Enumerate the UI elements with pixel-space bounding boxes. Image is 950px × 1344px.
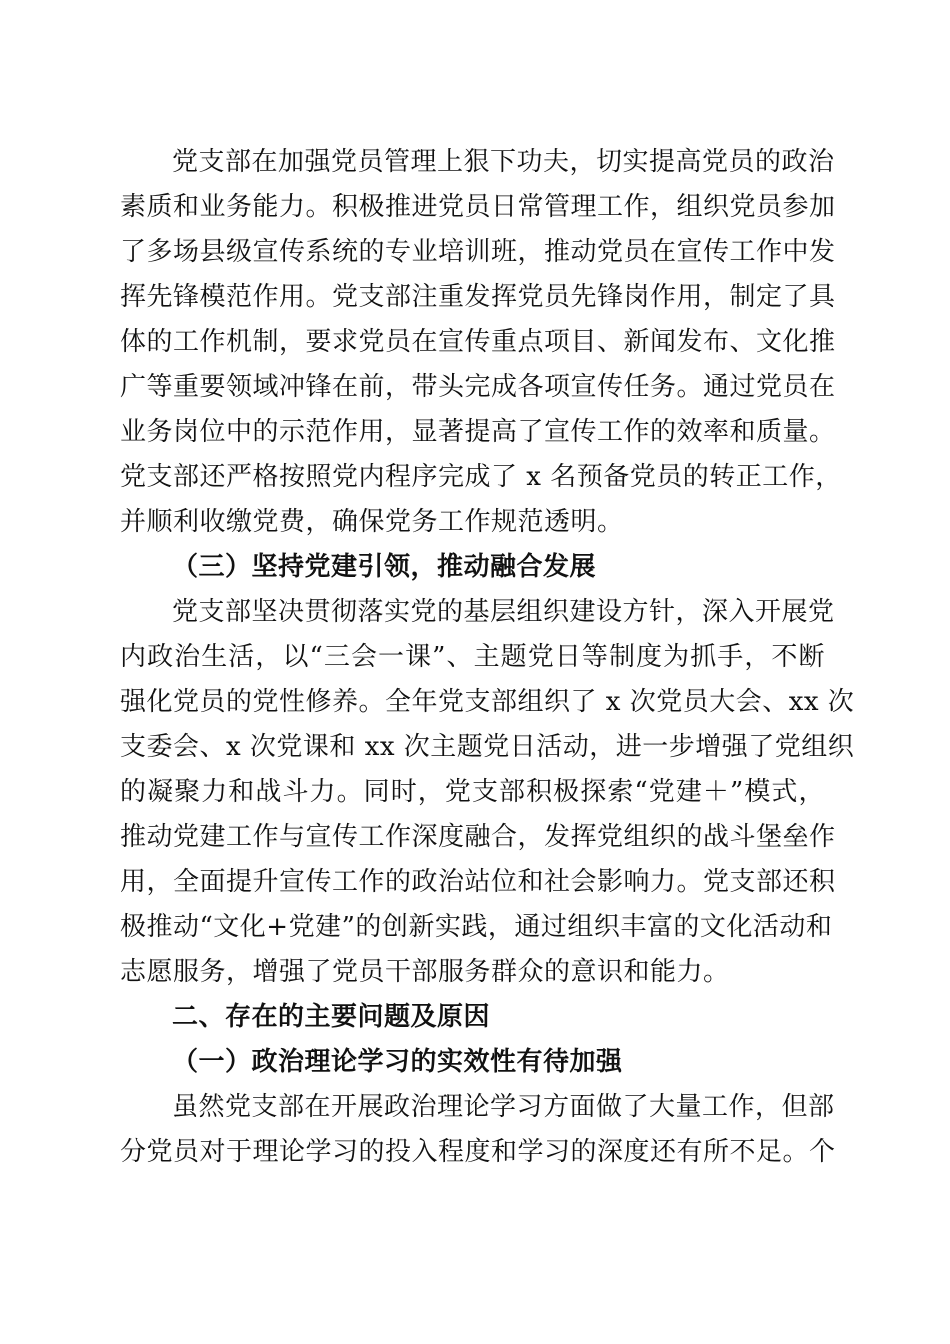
section-heading: 二、存在的主要问题及原因: [172, 1002, 491, 1032]
document-page: [120, 140, 855, 1175]
paragraph-line: 的凝聚力和战斗力。同时，党支部积极探索“党建＋”模式，: [120, 777, 825, 807]
paragraph-line: 了多场县级宣传系统的专业培训班，推动党员在宣传工作中发: [120, 237, 836, 267]
paragraph-line: 内政治生活，以“三会一课”、主题党日等制度为抓手，不断: [120, 642, 825, 672]
paragraph-line: 并顺利收缴党费，确保党务工作规范透明。: [120, 507, 624, 537]
section-subheading: （三）坚持党建引领，推动融合发展: [172, 552, 597, 582]
section-subheading: （一）政治理论学习的实效性有待加强: [172, 1047, 623, 1077]
paragraph-line: 广等重要领域冲锋在前，带头完成各项宣传任务。通过党员在: [120, 372, 836, 402]
paragraph-line: 素质和业务能力。积极推进党员日常管理工作，组织党员参加: [120, 192, 836, 222]
paragraph-line: 用，全面提升宣传工作的政治站位和社会影响力。党支部还积: [120, 867, 836, 897]
paragraph-line: 党支部坚决贯彻落实党的基层组织建设方针，深入开展党: [172, 597, 835, 627]
paragraph-line: 党支部在加强党员管理上狠下功夫，切实提高党员的政治: [172, 147, 835, 177]
paragraph-line: 推动党建工作与宣传工作深度融合，发挥党组织的战斗堡垒作: [120, 822, 836, 852]
paragraph-line: 挥先锋模范作用。党支部注重发挥党员先锋岗作用，制定了具: [120, 282, 836, 312]
paragraph-line: 业务岗位中的示范作用，显著提高了宣传工作的效率和质量。: [120, 417, 836, 447]
paragraph-line: 志愿服务，增强了党员干部服务群众的意识和能力。: [120, 957, 730, 987]
paragraph-line: 支委会、x 次党课和 xx 次主题党日活动，进一步增强了党组织: [120, 732, 855, 762]
paragraph-line: 分党员对于理论学习的投入程度和学习的深度还有所不足。个: [120, 1137, 836, 1167]
paragraph-line: 虽然党支部在开展政治理论学习方面做了大量工作，但部: [172, 1092, 835, 1122]
paragraph-line: 体的工作机制，要求党员在宣传重点项目、新闻发布、文化推: [120, 327, 836, 357]
paragraph-line: 强化党员的党性修养。全年党支部组织了 x 次党员大会、xx 次: [120, 687, 855, 717]
paragraph-line: 极推动“文化+党建”的创新实践，通过组织丰富的文化活动和: [120, 912, 833, 942]
paragraph-line: 党支部还严格按照党内程序完成了 x 名预备党员的转正工作，: [120, 462, 842, 492]
